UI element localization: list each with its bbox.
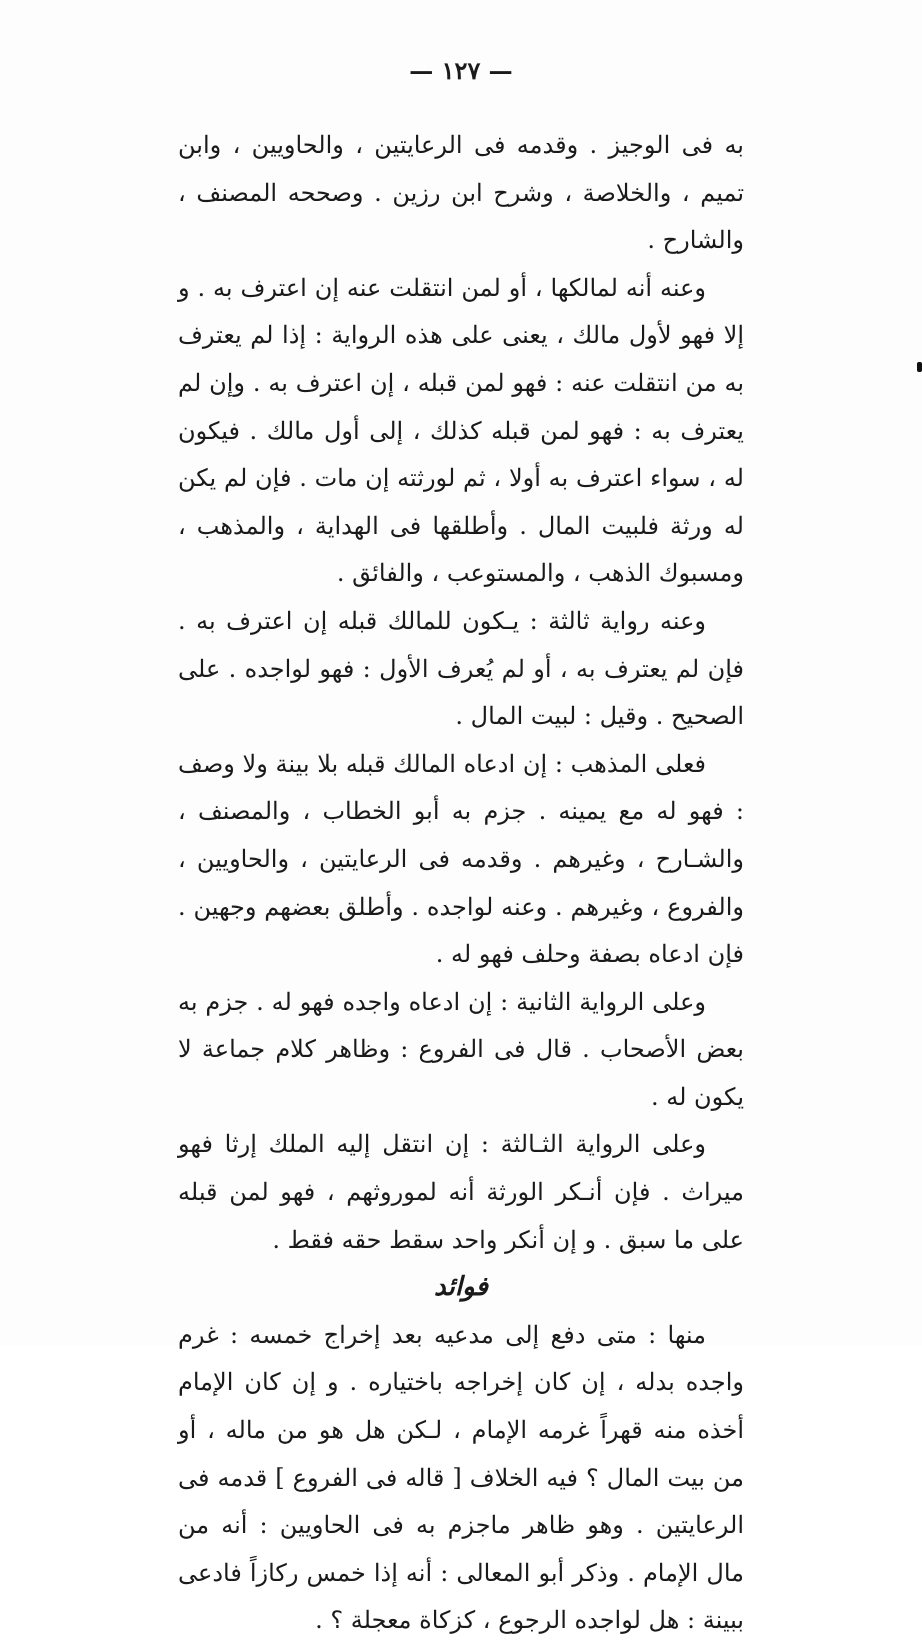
paragraph-6: وعلى الرواية الثـالثة : إن انتقل إليه الملك إرثا فهو ميراث . فإن أنـكر الورثة أنه لموروثهم ، فهو لمن قبله على ما سبق . و إن أنكر واحد سقط حقه فقط . [178, 1130, 744, 1254]
paragraph-4: فعلى المذهب : إن ادعاه المالك قبله بلا بينة ولا وصف : فهو له مع يمينه . جزم به أبو الخطاب ، والمصنف ، والشـارح ، وغيرهم . وقدمه فى الرعايتين ، والحاويين ، والفروع ، وغيرهم . وعنه لواجده . وأطلق بعضهم وجهين . فإن ادعاه بصفة وحلف فهو له . [178, 749, 744, 969]
paragraph-2: وعنه أنه لمالكها ، أو لمن انتقلت عنه إن اعترف به . و إلا فهو لأول مالك ، يعنى على هذه الرواية : إذا لم يعترف به من انتقلت عنه : فهو لمن قبله ، إن اعترف به . وإن لم يعترف به : فهو لمن قبله كذلك ، إلى أول مالك . فيكون له ، سواء اعترف به أولا ، ثم لورثته إن مات . فإن لم يكن له ورثة فلبيت المال . وأطلقها فى الهداية ، والمذهب ، ومسبوك الذهب ، والمستوعب ، والفائق . [178, 273, 744, 588]
section-heading: فوائد [434, 1272, 488, 1303]
paragraph-3: وعنه رواية ثالثة : يـكون للمالك قبله إن اعترف به . فإن لم يعترف به ، أو لم يُعرف الأول : فهو لواجده . على الصحيح . وقيل : لبيت المال . [178, 606, 744, 731]
page-number: — ١٢٧ — [409, 56, 513, 85]
paragraph-7: منها : متى دفع إلى مدعيه بعد إخراج خمسه : غرم واجده بدله ، إن كان إخراجه باختياره . و إن كان الإمام أخذه منه قهراً غرمه الإمام ، لـكن هل هو من ماله ، أو من بيت المال ؟ فيه الخلاف [ قاله فى الفروع ] قدمه فى الرعايتين . وهو ظاهر ماجزم به فى الحاويين : أنه من مال الإمام . وذكر أبو المعالى : أنه إذا خمس ركازاً فادعى ببينة : هل لواجده الرجوع ، كزكاة معجلة ؟ . [178, 1320, 744, 1635]
paragraph-5: وعلى الرواية الثانية : إن ادعاه واجده فهو له . جزم به بعض الأصحاب . قال فى الفروع : وظاهر كلام جماعة لا يكون له . [178, 987, 744, 1111]
paragraph-1: به فى الوجيز . وقدمه فى الرعايتين ، والحاويين ، وابن تميم ، والخلاصة ، وشرح ابن رزين . وصححه المصنف ، والشارح . [178, 131, 744, 255]
margin-mark [917, 362, 922, 372]
page-body [178, 122, 744, 1645]
